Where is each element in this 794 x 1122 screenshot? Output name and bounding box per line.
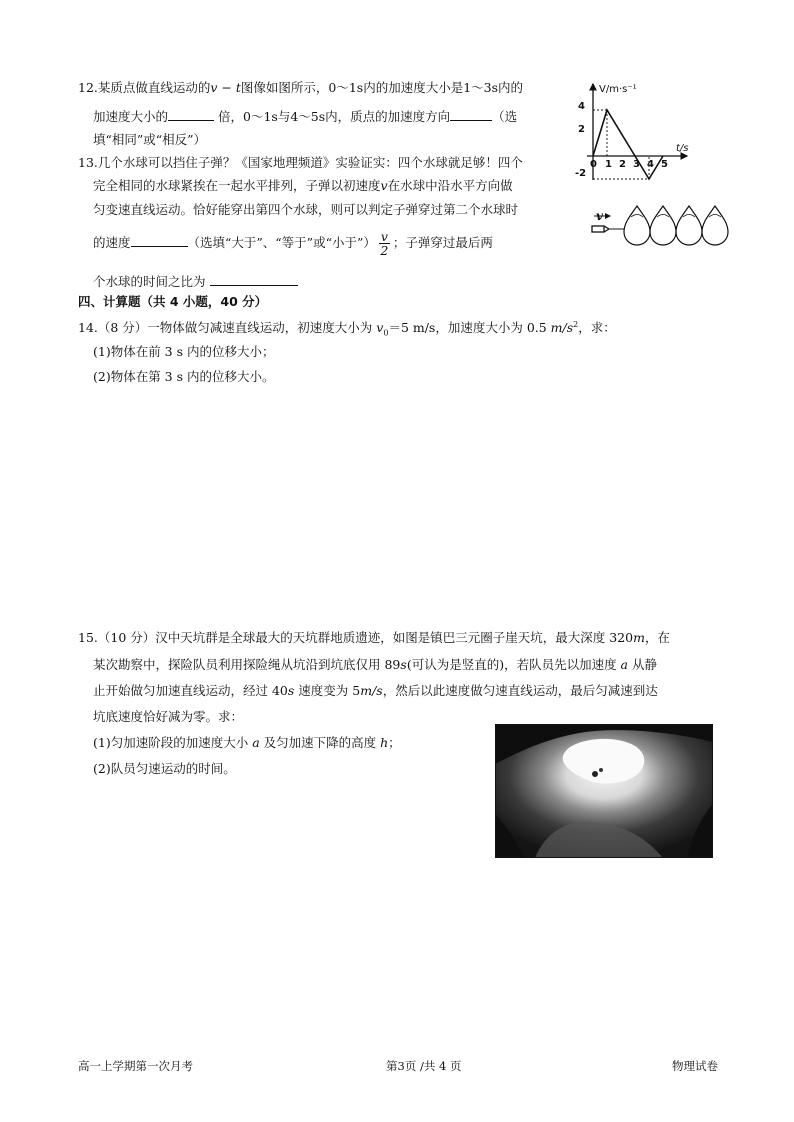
xtick-4: 4 <box>647 159 654 170</box>
xtick-3: 3 <box>633 159 640 170</box>
water-ball-4 <box>702 206 728 245</box>
q13-line4 <box>93 229 493 257</box>
q12-text-e: （选 <box>492 109 518 124</box>
graph-xlabel: t/s <box>676 143 689 154</box>
q13-text-2b: 在水球中沿水平方向做 <box>387 178 513 193</box>
q15-line1 <box>78 632 670 645</box>
q12-text-d: 倍，0～1s与4～5s内，质点的加速度方向 <box>218 109 451 124</box>
q15-part2: (2)队员匀速运动的时间。 <box>93 761 236 776</box>
vt-graph <box>573 80 693 185</box>
q14-v0-sub: 0 <box>383 328 389 338</box>
q13-text-1: 13.几个水球可以挡住子弹？《国家地理频道》实验证实：四个水球就足够！四个 <box>78 155 523 170</box>
q13-text-5: 个水球的时间之比为 <box>93 274 206 289</box>
footer-right: 物理试卷 <box>672 1059 718 1073</box>
q12-vt-var: v − t <box>210 80 241 95</box>
ytick-4: 4 <box>578 101 585 112</box>
q15-text-1a: 15.（10 分）汉中天坑群是全球最大的天坑群地质遗迹，如图是镇巴三元圈子崖天坑，最大深度 320 <box>78 630 634 645</box>
ytick-2: 2 <box>578 124 585 135</box>
xtick-2: 2 <box>619 159 626 170</box>
q14-part1: (1)物体在前 3 s 内的位移大小； <box>93 344 275 359</box>
water-ball-1 <box>624 206 650 245</box>
q15-p1-a: (1)匀加速阶段的加速度大小 <box>93 735 253 750</box>
q13-line5 <box>93 274 298 289</box>
section-heading: 四、计算题（共 4 小题，40 分） <box>78 294 268 309</box>
water-ball-2 <box>650 206 676 245</box>
q13-text-3: 匀变速直线运动。恰好能穿出第四个水球，则可以判定子弹穿过第二个水球时 <box>93 202 519 217</box>
q14-text-b: ＝5 m/s，加速度大小为 0.5 <box>388 320 551 336</box>
q15-text-1b: ，在 <box>644 630 670 645</box>
q12-text-a: 12.某质点做直线运动的 <box>78 80 211 95</box>
xtick-1: 1 <box>605 159 612 170</box>
q13-text-4b: （选填“大于”、“等于”或“小于”） <box>187 235 376 250</box>
q15-p1-c: ； <box>388 735 401 750</box>
q13-line1 <box>78 157 523 170</box>
q13-text-4a: 的速度 <box>93 235 131 250</box>
q15-text-3b: 速度变为 5 <box>294 683 361 698</box>
q12-text-b: 图像如图所示，0～1s内的加速度大小是1～3s内的 <box>240 80 524 95</box>
q12-blank-2[interactable] <box>450 109 492 121</box>
q15-line4: 坑底速度恰好减为零。求： <box>93 709 244 724</box>
q15-text-2a: 某次勘察中，探险队员利用探险绳从坑沿到坑底仅用 89 <box>93 657 401 672</box>
graph-ylabel: V/m·s⁻¹ <box>599 84 637 95</box>
q14-text-a: 14.（8 分）一物体做匀减速直线运动，初速度大小为 <box>78 320 377 336</box>
q15-text-3a: 止开始做匀加速直线运动，经过 40 <box>93 683 288 698</box>
ytick-neg2: -2 <box>575 168 587 179</box>
q12-line3 <box>93 134 206 147</box>
tiankeng-photo <box>495 724 713 858</box>
q15-p1-a-var: a <box>252 735 260 750</box>
water-ball-3 <box>676 206 702 245</box>
q12-text-c: 加速度大小的 <box>93 109 169 124</box>
q13-text-2a: 完全相同的水球紧挨在一起水平排列，子弹以初速度 <box>93 178 381 193</box>
q14-text-c: ，求： <box>578 320 616 336</box>
q14-line1 <box>78 321 616 338</box>
q12-text-f: 填“相同”或“相反”） <box>93 132 207 147</box>
q14-unit-sup: 2 <box>573 320 579 329</box>
q14-part2: (2)物体在第 3 s 内的位移大小。 <box>93 369 275 384</box>
q15-text-2b: (可认为是竖直的)，若队员先以加速度 <box>406 657 621 672</box>
q15-unit-ms: m/s <box>360 683 383 698</box>
q12-line1 <box>78 82 523 95</box>
q15-part1 <box>93 737 401 750</box>
bullet-icon <box>592 226 609 232</box>
footer-left: 高一上学期第一次月考 <box>78 1059 193 1073</box>
xtick-0: 0 <box>590 159 597 170</box>
fraction-numerator: v <box>380 229 388 244</box>
q15-p1-h-var: h <box>380 735 389 750</box>
q15-unit-m: m <box>633 630 645 645</box>
q15-a-var: a <box>620 657 628 672</box>
q13-v-var: v <box>380 178 388 193</box>
q15-text-3c: ，然后以此速度做匀速直线运动，最后匀减速到达 <box>382 683 658 698</box>
q15-p1-b: 及匀加速下降的高度 <box>259 735 381 750</box>
q13-line2 <box>93 180 513 193</box>
q13-blank-1[interactable] <box>131 235 188 247</box>
q15-text-2c: 从静 <box>628 657 657 672</box>
q13-line3 <box>93 204 518 217</box>
q14-unit: m/s <box>550 320 574 336</box>
fraction-denominator: 2 <box>380 243 389 258</box>
water-balls-figure <box>590 198 740 252</box>
footer-page: 第3页 /共 4 页 <box>386 1059 462 1073</box>
q13-text-4c: ；子弹穿过最后两 <box>392 235 493 250</box>
q13-blank-2[interactable] <box>210 274 298 286</box>
bullet-v-label: v <box>596 209 603 223</box>
q15-unit-s2: s <box>287 683 295 698</box>
q15-unit-s: s <box>400 657 407 672</box>
q15-line2 <box>93 659 657 672</box>
xtick-5: 5 <box>661 159 668 170</box>
q15-line3 <box>93 685 658 698</box>
q12-line2 <box>93 109 517 124</box>
q14-v0-var: v <box>376 320 384 336</box>
q13-fraction <box>379 230 390 257</box>
q12-blank-1[interactable] <box>168 109 214 121</box>
